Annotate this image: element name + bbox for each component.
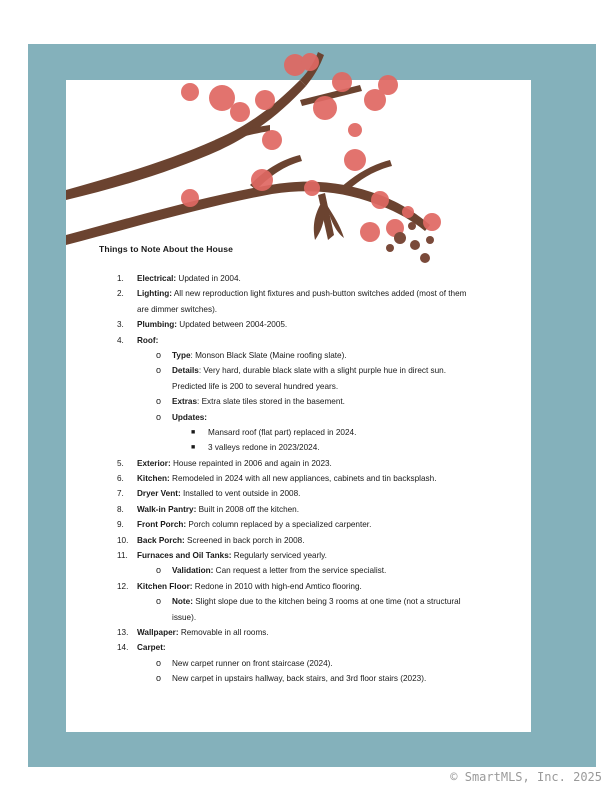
sub-sub-item-mansard: ■ Mansard roof (flat part) replaced in 2024. [0,425,612,440]
circle-bullet-icon: o [156,596,162,607]
sub-item-carpet-runner: o New carpet runner on front staircase (2024). [0,656,612,671]
circle-bullet-icon: o [156,657,162,668]
list-item-pantry: 8. Walk-in Pantry: Built in 2008 off the kitchen. [117,504,300,514]
sub-sub-item-valleys: ■ 3 valleys redone in 2023/2024. [0,440,612,455]
list-item-roof: 4. Roof: [117,335,159,345]
list-item-plumbing: 3. Plumbing: Updated between 2004-2005. [117,320,288,330]
house-notes-list [0,271,612,687]
sub-item-roof-details-cont: Predicted life is 200 to several hundred years. [172,381,339,391]
sub-item-roof-updates: o Updates: [0,410,612,425]
square-bullet-icon: ■ [191,428,196,436]
circle-bullet-icon: o [156,365,162,376]
copyright-watermark: © SmartMLS, Inc. 2025 [450,770,602,784]
circle-bullet-icon: o [156,673,162,684]
circle-bullet-icon: o [156,411,162,422]
list-item-wallpaper: 13. Wallpaper: Removable in all rooms. [117,627,269,637]
page-title: Things to Note About the House [99,244,233,254]
list-item-electrical: 1. Electrical: Updated in 2004. [117,274,241,283]
list-item-lighting: 2. Lighting: All new reproduction light fixtures and push-button switches added (most of them [117,289,467,299]
cherry-blossom-branch-illustration [0,0,612,300]
list-item-kitchen: 6. Kitchen: Remodeled in 2024 with all new appliances, cabinets and tin backsplash. [117,474,437,484]
circle-bullet-icon: o [156,396,162,407]
sub-item-validation: o Validation: Can request a letter from the service specialist. [0,563,612,578]
list-item-carpet: 14. Carpet: [117,643,166,653]
circle-bullet-icon: o [156,565,162,576]
sub-item-note: o Note: Slight slope due to the kitchen being 3 rooms at one time (not a structural [0,594,612,609]
list-item-lighting-cont: are dimmer switches). [137,304,218,314]
list-item-front-porch: 9. Front Porch: Porch column replaced by a specialized carpenter. [117,520,372,530]
sub-item-roof-details: o Details: Very hard, durable black slate with a slight purple hue in direct sun. [0,363,612,378]
sub-item-note-cont: issue). [172,612,197,622]
list-item-back-porch: 10. Back Porch: Screened in back porch in 2008. [117,535,305,545]
list-item-dryer-vent: 7. Dryer Vent: Installed to vent outside in 2008. [117,489,301,499]
list-item-kitchen-floor: 12. Kitchen Floor: Redone in 2010 with high-end Amtico flooring. [117,581,362,591]
square-bullet-icon: ■ [191,444,196,452]
sub-item-carpet-upstairs: o New carpet in upstairs hallway, back stairs, and 3rd floor stairs (2023). [0,671,612,686]
list-item-furnaces: 11. Furnaces and Oil Tanks: Regularly serviced yearly. [117,551,327,561]
sub-item-roof-extras: o Extras: Extra slate tiles stored in the basement. [0,394,612,409]
sub-item-roof-type: o Type: Monson Black Slate (Maine roofing slate). [0,348,612,363]
list-item-exterior: 5. Exterior: House repainted in 2006 and again in 2023. [117,458,332,468]
circle-bullet-icon: o [156,349,162,360]
